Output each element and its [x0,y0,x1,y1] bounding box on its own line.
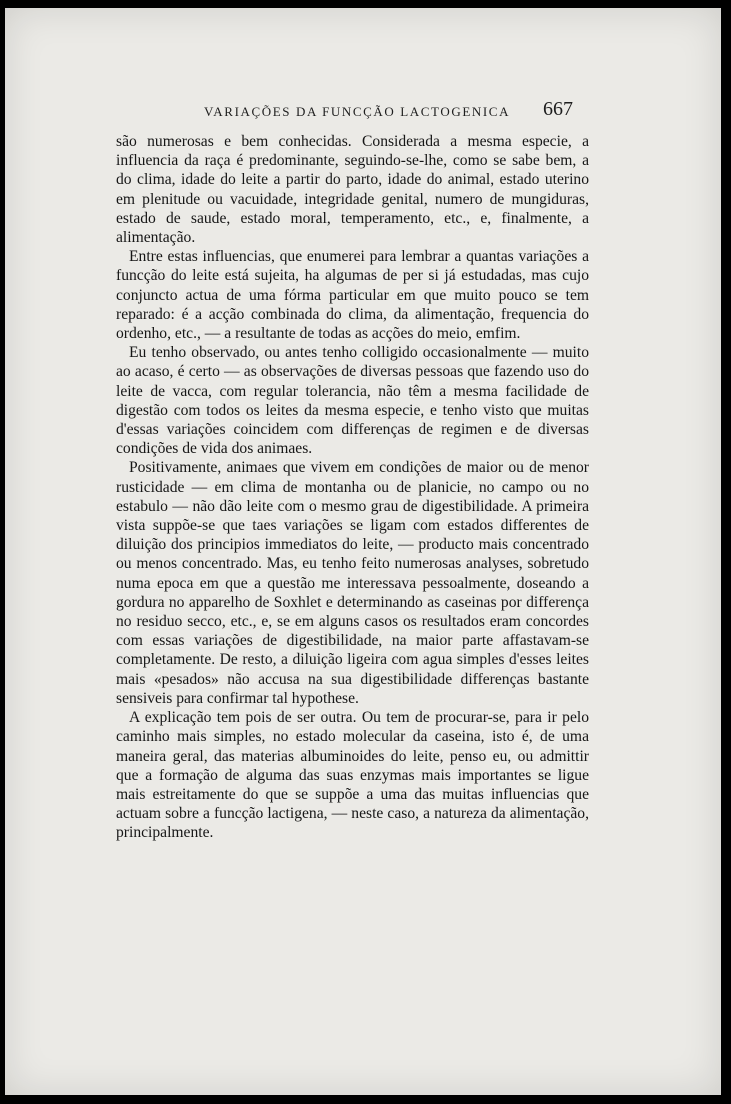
running-title: VARIAÇÕES DA FUNCÇÃO LACTOGENICA [204,104,511,119]
paragraph: Eu tenho observado, ou antes tenho colligido occasionalmente — muito ao acaso, é certo — as observações de diversas pessoas que fazendo uso do leite de vacca, com regular tolerancia, não têm a mesma facilidade de digestão com todos os leites da mesma especie, e tenho visto que muitas d'essas variações coincidem com differenças de regimen e de diversas condições de vida dos animaes. [116,344,589,458]
book-page [5,8,721,1095]
page-header [5,98,721,126]
paragraph: A explicação tem pois de ser outra. Ou tem de procurar-se, para ir pelo caminho mais simples, no estado molecular da caseina, isto é, de uma maneira geral, das materias albuminoides do leite, penso eu, ou admittir que a formação de alguma das suas enzymas mais importantes se ligue mais estreitamente do que se suppõe a uma das muitas influencias que actuam sobre a funcção lactigena, — neste caso, a natureza da alimentação, principalmente. [116,709,589,842]
paragraph: Positivamente, animaes que vivem em condições de maior ou de menor rusticidade — em clima de montanha ou de planicie, no campo ou no estabulo — não dão leite com o mesmo grau de digestibilidade. A primeira vista suppõe-se que taes variações se ligam com estados differentes de diluição dos principios immediatos do leite, — producto mais concentrado ou menos concentrado. Mas, eu tenho feito numerosas analyses, sobretudo numa epoca em que a questão me interessava pessoalmente, doseando a gordura no apparelho de Soxhlet e determinando as caseinas por differença no residuo secco, etc., e, se em alguns casos os resultados eram concordes com essas variações de digestibilidade, na maior parte affastavam-se completamente. De resto, a diluição ligeira com agua simples d'esses leites mais «pesados» não accusa na sua digestibilidade differenças bastante sensiveis para confirmar tal hypothese. [116,459,589,707]
page-number: 667 [543,98,573,120]
paragraph: Entre estas influencias, que enumerei para lembrar a quantas variações a funcção do leite está sujeita, ha algumas de per si já estudadas, mas cujo conjuncto actua de uma fórma particular em que muito pouco se tem reparado: é a acção combinada do clima, da alimentação, frequencia do ordenho, etc., — a resultante de todas as acções do meio, emfim. [116,248,589,343]
paragraph: são numerosas e bem conhecidas. Considerada a mesma especie, a influencia da raça é predominante, seguindo-se-lhe, como se sabe bem, a do clima, idade do leite a partir do parto, idade do animal, estado uterino em plenitude ou vacuidade, integridade genital, numero de mungiduras, estado de saude, estado moral, temperamento, etc., e, finalmente, a alimentação. [116,133,589,247]
body-text [116,132,589,843]
